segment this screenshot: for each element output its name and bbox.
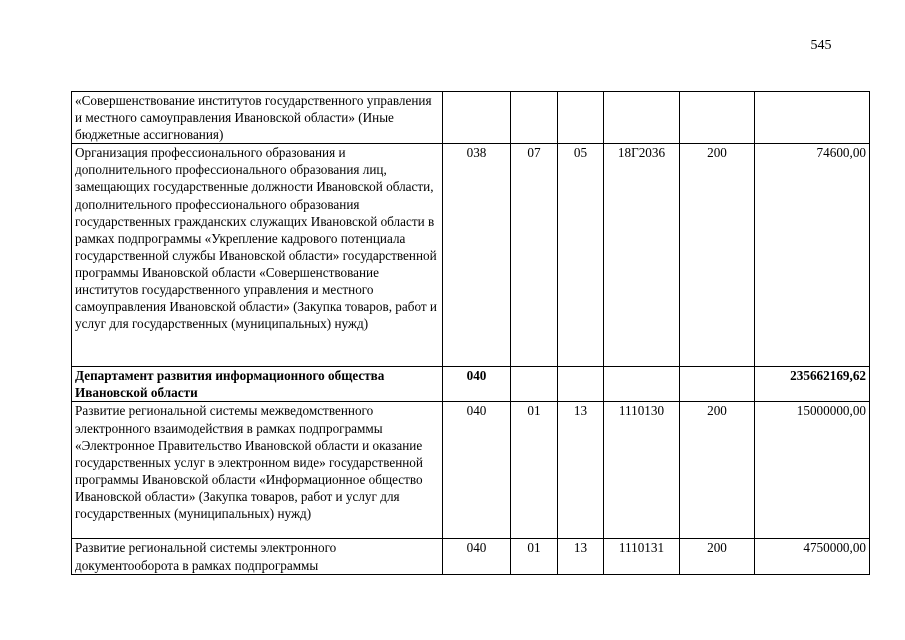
subsection-code-cell: 13 bbox=[558, 402, 604, 539]
section-code-cell bbox=[511, 367, 558, 402]
table-row bbox=[72, 402, 870, 539]
ministry-code-cell bbox=[443, 92, 511, 144]
table-row bbox=[72, 367, 870, 402]
section-code-cell: 01 bbox=[511, 402, 558, 539]
target-code-cell: 1110131 bbox=[604, 539, 680, 574]
item-name-cell: Развитие региональной системы межведомственного электронного взаимодействия в рамках подпрограммы «Электронное Правительство Ивановской области и оказание государственных услуг в электронном виде» государственной программы Ивановской области «Информационное общество Ивановской области» (Закупка товаров, работ и услуг для государственных (муниципальных) нужд) bbox=[72, 402, 443, 539]
expense-type-cell bbox=[680, 92, 755, 144]
target-code-cell: 18Г2036 bbox=[604, 144, 680, 367]
ministry-code-cell: 040 bbox=[443, 402, 511, 539]
expense-type-cell: 200 bbox=[680, 402, 755, 539]
target-code-cell bbox=[604, 92, 680, 144]
amount-cell: 235662169,62 bbox=[755, 367, 870, 402]
expense-type-cell: 200 bbox=[680, 144, 755, 367]
target-code-cell: 1110130 bbox=[604, 402, 680, 539]
subsection-code-cell bbox=[558, 367, 604, 402]
expense-type-cell bbox=[680, 367, 755, 402]
item-name-cell: Организация профессионального образования и дополнительного профессионального образования лиц, замещающих государственные должности Ивановской области, дополнительного профессионального образования государственных гражданских служащих Ивановской области в рамках подпрограммы «Укрепление кадрового потенциала государственной службы Ивановской области» государственной программы Ивановской области «Совершенствование институтов государственного управления и местного самоуправления Ивановской области» (Закупка товаров, работ и услуг для государственных (муниципальных) нужд) bbox=[72, 144, 443, 367]
amount-cell: 4750000,00 bbox=[755, 539, 870, 574]
amount-cell: 15000000,00 bbox=[755, 402, 870, 539]
section-code-cell bbox=[511, 92, 558, 144]
department-name-cell: Департамент развития информационного общества Ивановской области bbox=[72, 367, 443, 402]
item-name-cell: Развитие региональной системы электронного документооборота в рамках подпрограммы bbox=[72, 539, 443, 574]
ministry-code-cell: 038 bbox=[443, 144, 511, 367]
table-row bbox=[72, 92, 870, 144]
subsection-code-cell bbox=[558, 92, 604, 144]
subsection-code-cell: 05 bbox=[558, 144, 604, 367]
ministry-code-cell: 040 bbox=[443, 367, 511, 402]
section-code-cell: 01 bbox=[511, 539, 558, 574]
page-number: 545 bbox=[810, 38, 832, 53]
amount-cell: 74600,00 bbox=[755, 144, 870, 367]
amount-cell bbox=[755, 92, 870, 144]
budget-table bbox=[71, 91, 870, 575]
target-code-cell bbox=[604, 367, 680, 402]
item-name-cell: «Совершенствование институтов государственного управления и местного самоуправления Ивановской области» (Иные бюджетные ассигнования) bbox=[72, 92, 443, 144]
table-row bbox=[72, 144, 870, 367]
table-row bbox=[72, 539, 870, 574]
ministry-code-cell: 040 bbox=[443, 539, 511, 574]
expense-type-cell: 200 bbox=[680, 539, 755, 574]
subsection-code-cell: 13 bbox=[558, 539, 604, 574]
section-code-cell: 07 bbox=[511, 144, 558, 367]
